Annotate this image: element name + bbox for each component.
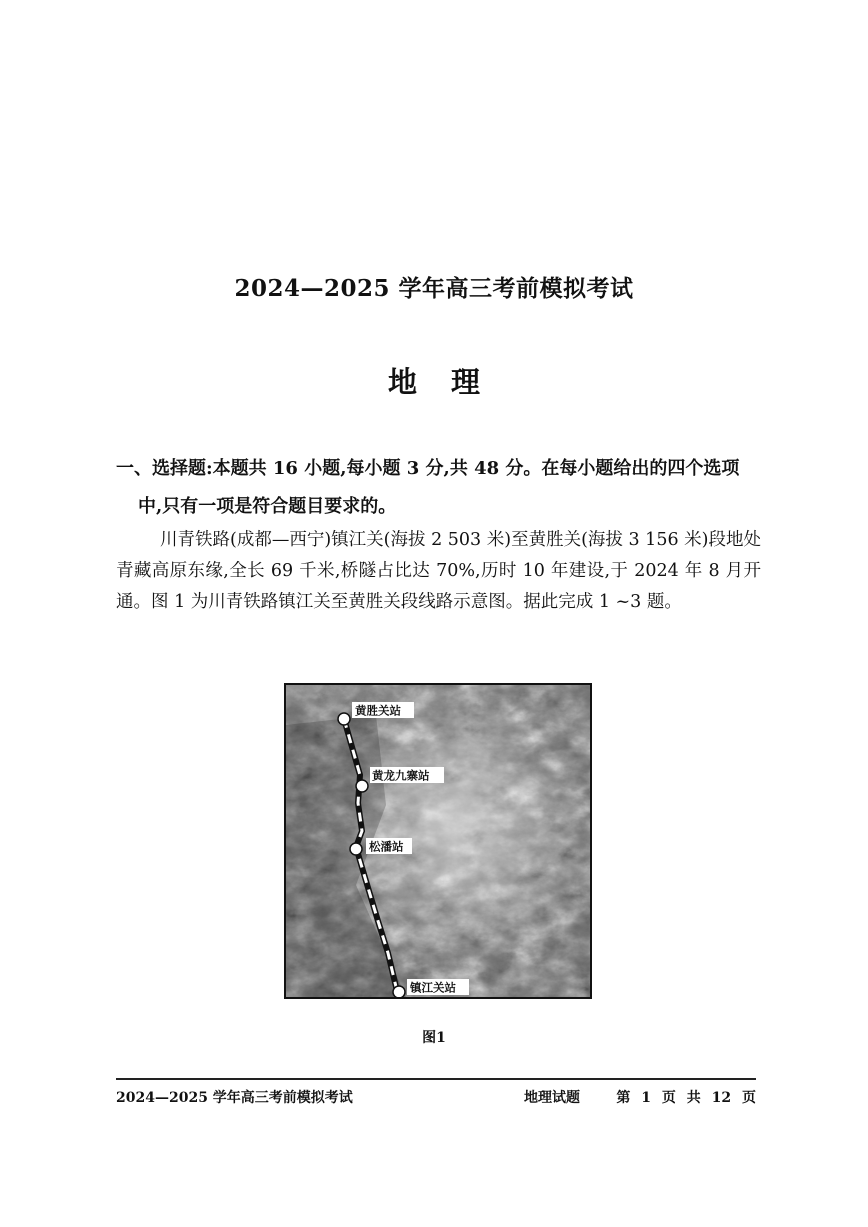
station-marker: [338, 713, 350, 725]
figure-caption: 图1: [422, 1030, 446, 1046]
footer-subject: 地理试题: [524, 1090, 580, 1106]
footer-page-number: 第 1 页 共 12 页: [616, 1090, 756, 1106]
footer-divider: [116, 1078, 756, 1080]
station-label: 松潘站: [369, 839, 404, 854]
station-label: 黄胜关站: [355, 703, 401, 718]
question-passage: 川青铁路(成都—西宁)镇江关(海拔 2 503 米)至黄胜关(海拔 3 156 米)段地处青藏高原东缘,全长 69 千米,桥隧占比达 70%,历时 10 年建设,于 2024 年 8 月开通。图 1 为川青铁路镇江关至黄胜关段线路示意图。据此完成 1 ~3 题。: [116, 530, 761, 612]
station-marker: [393, 986, 405, 997]
section-heading-line1: 一、选择题:本题共 16 小题,每小题 3 分,共 48 分。在每小题给出的四个选项: [116, 458, 740, 479]
section-heading: [116, 450, 761, 526]
exam-title: 2024—2025 学年高三考前模拟考试: [234, 275, 634, 302]
subject-title: 地理: [387, 365, 514, 399]
station-marker: [350, 843, 362, 855]
station-label: 黄龙九寨站: [372, 768, 430, 783]
section-heading-line2: 中,只有一项是符合题目要求的。: [138, 496, 397, 517]
railway-route-map: [284, 683, 592, 999]
footer-exam-title: 2024—2025 学年高三考前模拟考试: [116, 1090, 353, 1106]
station-marker: [356, 780, 368, 792]
station-label: 镇江关站: [410, 980, 456, 995]
